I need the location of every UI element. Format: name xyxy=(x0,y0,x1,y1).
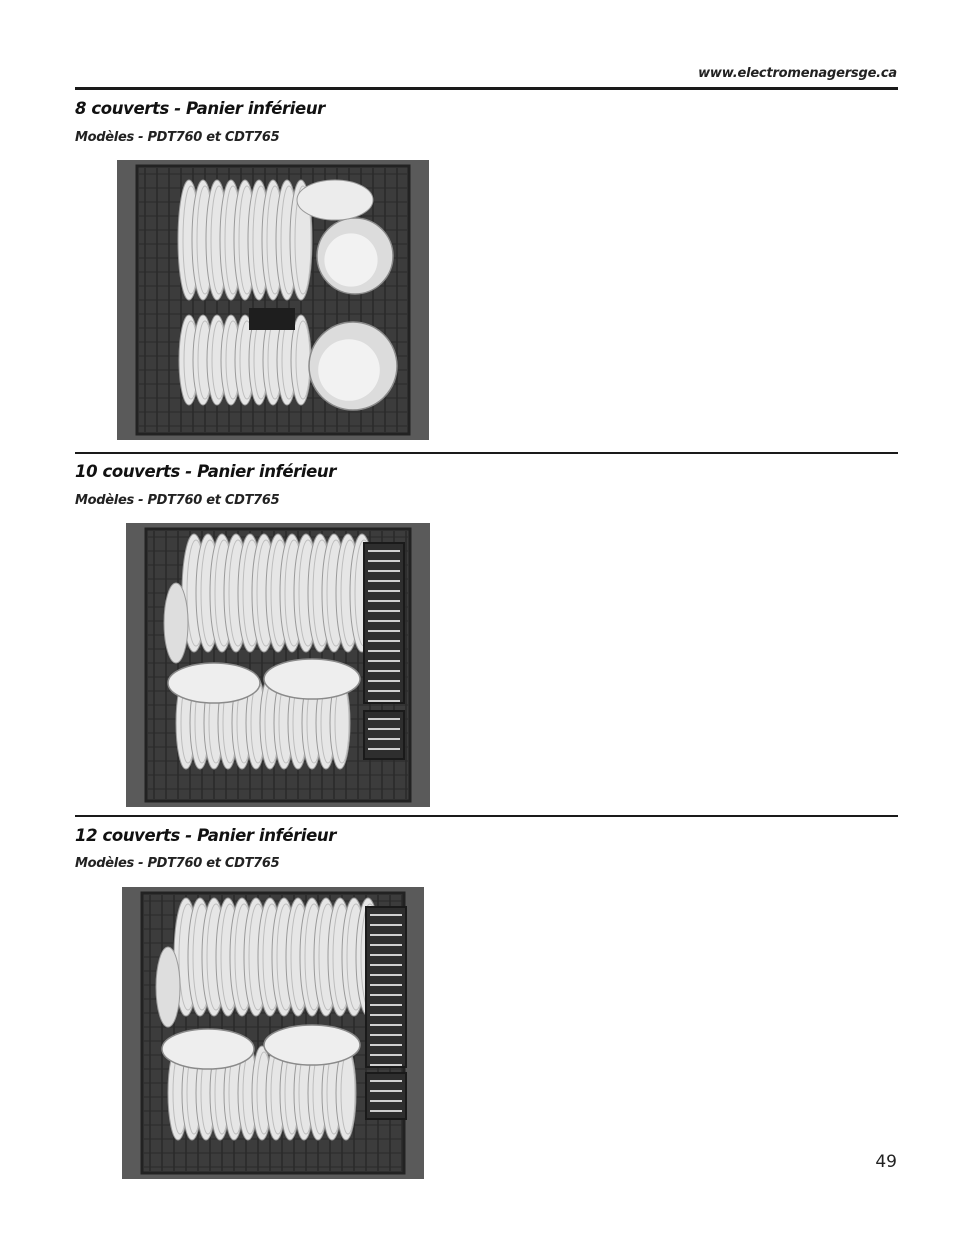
section-divider xyxy=(75,815,898,817)
bowl xyxy=(324,233,377,286)
silverware-basket xyxy=(366,907,406,1067)
bowl xyxy=(168,663,260,703)
section-subtitle: Modèles - PDT760 et CDT765 xyxy=(75,493,280,508)
silverware-basket xyxy=(366,1073,406,1119)
plate xyxy=(164,583,188,663)
dishwasher-rack-photo xyxy=(122,887,424,1179)
section-subtitle: Modèles - PDT760 et CDT765 xyxy=(75,130,280,145)
plate xyxy=(297,180,373,220)
page-number: 49 xyxy=(875,1152,897,1172)
website-url: www.electromenagersge.ca xyxy=(698,66,897,81)
dishwasher-rack-photo xyxy=(117,160,429,440)
dishwasher-rack-photo xyxy=(126,523,430,807)
silverware-basket xyxy=(364,543,404,703)
bowl xyxy=(318,339,380,401)
section-subtitle: Modèles - PDT760 et CDT765 xyxy=(75,856,280,871)
section-divider xyxy=(75,452,898,454)
section-title: 10 couverts - Panier inférieur xyxy=(75,462,336,481)
plate xyxy=(156,947,180,1027)
spray-arm-hub xyxy=(249,308,295,330)
header-divider xyxy=(75,87,898,90)
section-title: 12 couverts - Panier inférieur xyxy=(75,826,336,845)
section-title: 8 couverts - Panier inférieur xyxy=(75,99,325,118)
bowl xyxy=(264,1025,360,1065)
bowl xyxy=(162,1029,254,1069)
bowl xyxy=(264,659,360,699)
